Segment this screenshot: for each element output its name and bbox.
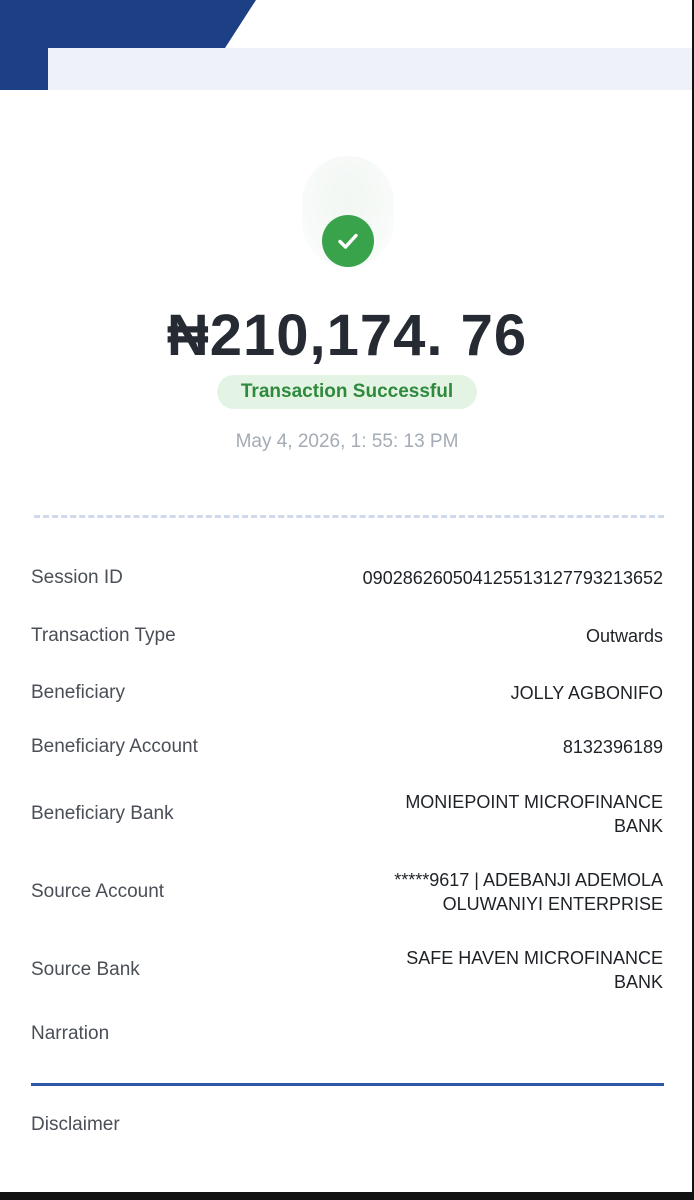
detail-label: Beneficiary bbox=[31, 682, 125, 703]
header-strip bbox=[48, 48, 694, 90]
detail-value: Outwards bbox=[585, 626, 663, 646]
success-badge bbox=[302, 156, 394, 268]
detail-value: 8132396189 bbox=[562, 737, 663, 757]
transaction-timestamp: May 4, 2026, 1: 55: 13 PM bbox=[235, 431, 459, 452]
detail-label: Beneficiary Bank bbox=[31, 803, 174, 824]
detail-label: Source Bank bbox=[31, 959, 140, 980]
detail-row-beneficiary-account bbox=[31, 735, 663, 759]
detail-label: Transaction Type bbox=[31, 625, 176, 646]
detail-row-narration bbox=[31, 1023, 663, 1045]
detail-value: MONIEPOINT MICROFINANCE BANK bbox=[405, 792, 663, 836]
detail-value: JOLLY AGBONIFO bbox=[510, 683, 663, 703]
detail-label: Narration bbox=[31, 1023, 110, 1044]
status-badge: Transaction Successful bbox=[217, 375, 477, 409]
divider-rule bbox=[31, 1083, 664, 1086]
detail-value: *****9617 | ADEBANJI ADEMOLA OLUWANIYI ENTERPRISE bbox=[394, 870, 663, 914]
check-circle-icon bbox=[322, 215, 374, 267]
detail-label: Source Account bbox=[31, 881, 165, 902]
header-band bbox=[0, 0, 694, 90]
divider-dashed bbox=[34, 515, 664, 518]
detail-label: Session ID bbox=[31, 567, 123, 588]
detail-row-beneficiary bbox=[31, 681, 663, 705]
detail-row-transaction-type bbox=[31, 624, 663, 648]
transaction-amount: ₦210,174. 76 bbox=[166, 303, 528, 368]
detail-value: 090286260504125513127793213652 bbox=[362, 568, 663, 588]
detail-row-source-account bbox=[31, 868, 663, 916]
detail-value: SAFE HAVEN MICROFINANCE BANK bbox=[406, 948, 663, 992]
detail-row-beneficiary-bank bbox=[31, 790, 663, 838]
disclaimer-link[interactable]: Disclaimer bbox=[31, 1114, 120, 1135]
detail-label: Beneficiary Account bbox=[31, 736, 198, 757]
bottom-edge bbox=[0, 1192, 694, 1200]
detail-row-source-bank bbox=[31, 946, 663, 994]
detail-row-session-id bbox=[31, 566, 663, 590]
